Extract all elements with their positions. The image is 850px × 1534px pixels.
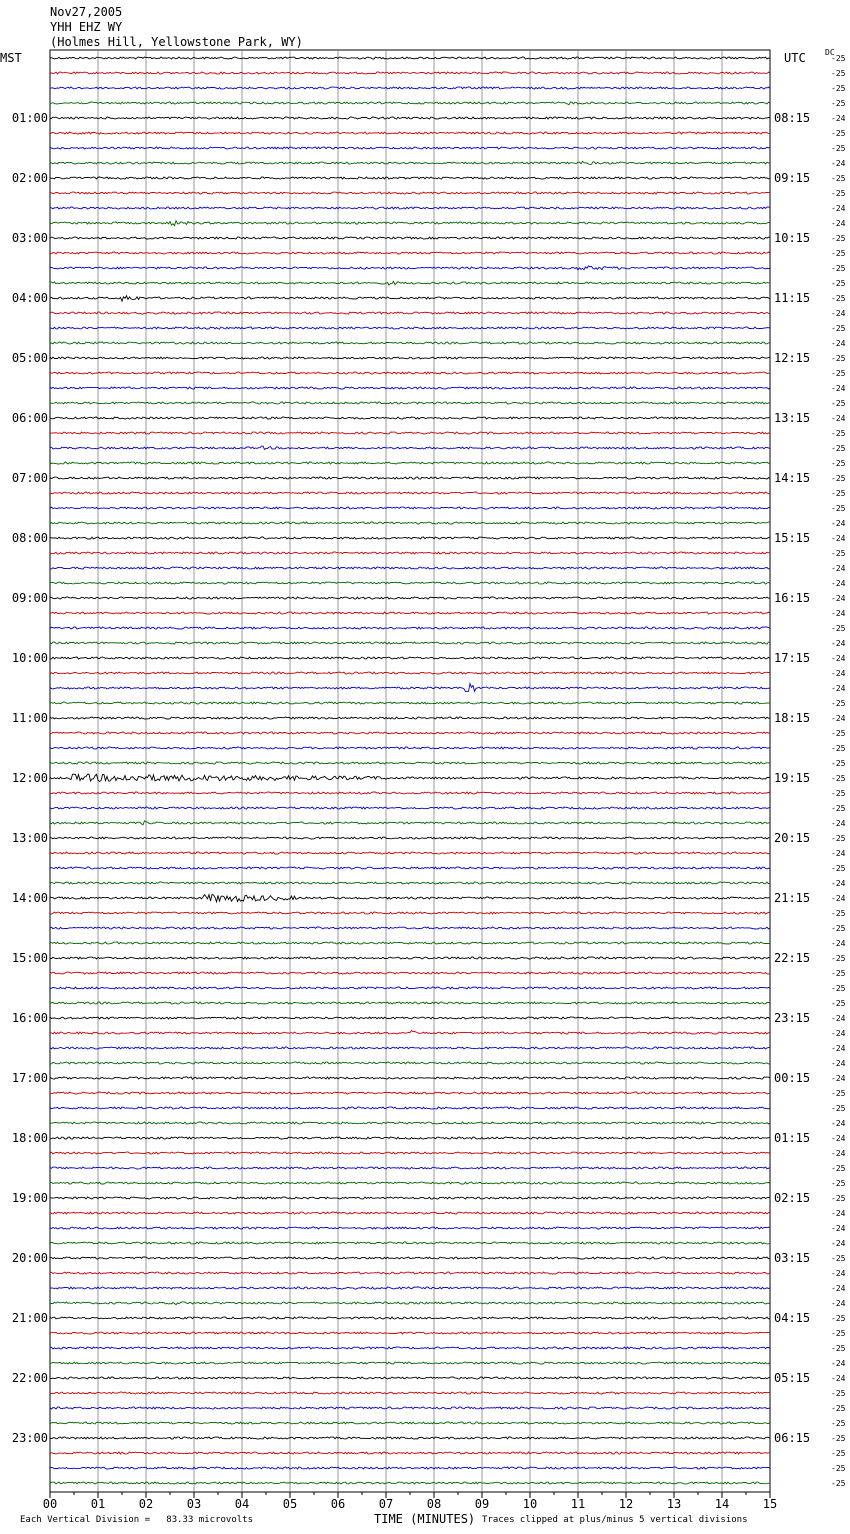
- trace-row: [50, 792, 770, 794]
- trace-row: [50, 537, 770, 539]
- x-tick-label: 13: [666, 1497, 682, 1511]
- left-hour-label: 20:00: [11, 1251, 48, 1265]
- dc-offset-label: -25: [831, 54, 846, 63]
- right-hour-label: 17:15: [774, 651, 811, 665]
- left-hour-label: 23:00: [11, 1431, 48, 1445]
- x-tick-label: 05: [282, 1497, 298, 1511]
- trace-row: [50, 192, 770, 194]
- left-hour-label: 18:00: [11, 1131, 48, 1145]
- trace-row: [50, 312, 770, 314]
- trace-row: [50, 117, 770, 119]
- left-hour-label: 05:00: [11, 351, 48, 365]
- right-hour-label: 02:15: [774, 1191, 811, 1205]
- x-tick-label: 02: [138, 1497, 154, 1511]
- trace-row: [50, 1122, 770, 1124]
- right-hour-label: 03:15: [774, 1251, 811, 1265]
- dc-offset-label: -25: [831, 1344, 846, 1353]
- dc-offset-label: -25: [831, 984, 846, 993]
- dc-offset-label: -24: [831, 669, 846, 678]
- x-tick-label: 04: [234, 1497, 250, 1511]
- trace-row: [50, 1062, 770, 1064]
- dc-offset-label: -25: [831, 369, 846, 378]
- trace-row: [50, 672, 770, 674]
- left-timezone-label: MST: [0, 51, 22, 65]
- trace-row: [50, 1377, 770, 1379]
- x-tick-label: 11: [570, 1497, 586, 1511]
- dc-offset-label: -24: [831, 639, 846, 648]
- right-hour-label: 13:15: [774, 411, 811, 425]
- dc-offset-label: -24: [831, 159, 846, 168]
- right-hour-label: 16:15: [774, 591, 811, 605]
- dc-offset-label: -24: [831, 309, 846, 318]
- trace-row: [50, 1167, 770, 1169]
- trace-row: [50, 1317, 770, 1319]
- dc-offset-label: -25: [831, 1464, 846, 1473]
- right-hour-label: 01:15: [774, 1131, 811, 1145]
- trace-row: [50, 1287, 770, 1289]
- dc-offset-label: -24: [831, 849, 846, 858]
- x-tick-label: 03: [186, 1497, 202, 1511]
- trace-row: [50, 1242, 770, 1244]
- right-hour-label: 20:15: [774, 831, 811, 845]
- right-timezone-label: UTC: [784, 51, 806, 65]
- trace-row: [50, 252, 770, 254]
- dc-offset-label: -24: [831, 519, 846, 528]
- right-hour-label: 23:15: [774, 1011, 811, 1025]
- trace-row: [50, 1212, 770, 1214]
- trace-row: [50, 1362, 770, 1364]
- dc-offset-label: -25: [831, 624, 846, 633]
- trace-row: [50, 882, 770, 884]
- trace-row: [50, 1332, 770, 1334]
- date-label: Nov27,2005: [50, 5, 123, 19]
- dc-offset-label: -25: [831, 1449, 846, 1458]
- trace-row: [50, 1182, 770, 1184]
- trace-row: [50, 327, 770, 329]
- dc-offset-label: -25: [831, 864, 846, 873]
- trace-row: [50, 372, 770, 374]
- dc-offset-label: -25: [831, 804, 846, 813]
- right-hour-label: 22:15: [774, 951, 811, 965]
- trace-row: [50, 972, 770, 974]
- left-hour-label: 14:00: [11, 891, 48, 905]
- right-hour-label: 06:15: [774, 1431, 811, 1445]
- trace-row: [50, 852, 770, 854]
- trace-row: [50, 1092, 770, 1094]
- dc-offset-label: -24: [831, 1014, 846, 1023]
- dc-offset-label: -25: [831, 504, 846, 513]
- x-tick-label: 14: [714, 1497, 730, 1511]
- trace-row: [50, 821, 770, 825]
- trace-row: [50, 1030, 770, 1034]
- trace-row: [50, 102, 770, 105]
- dc-offset-label: -24: [831, 879, 846, 888]
- trace-row: [50, 957, 770, 959]
- trace-row: [50, 1017, 770, 1019]
- trace-row: [50, 657, 770, 659]
- trace-row: [50, 72, 770, 74]
- dc-offset-label: -24: [831, 894, 846, 903]
- right-hour-label: 00:15: [774, 1071, 811, 1085]
- x-tick-label: 15: [762, 1497, 778, 1511]
- left-hour-label: 02:00: [11, 171, 48, 185]
- dc-offset-label: -25: [831, 1164, 846, 1173]
- dc-offset-label: -25: [831, 744, 846, 753]
- dc-offset-label: -24: [831, 1239, 846, 1248]
- trace-row: [50, 1197, 770, 1199]
- dc-offset-label: -24: [831, 939, 846, 948]
- trace-row: [50, 207, 770, 209]
- dc-offset-label: -25: [831, 459, 846, 468]
- trace-row: [50, 87, 770, 89]
- dc-offset-label: -25: [831, 699, 846, 708]
- dc-offset-label: -25: [831, 144, 846, 153]
- dc-offset-label: -24: [831, 1224, 846, 1233]
- trace-row: [50, 432, 770, 434]
- dc-offset-label: -25: [831, 789, 846, 798]
- trace-row: [50, 987, 770, 989]
- dc-offset-header: DC: [825, 48, 835, 57]
- trace-row: [50, 1467, 770, 1469]
- left-hour-label: 06:00: [11, 411, 48, 425]
- dc-offset-label: -25: [831, 1479, 846, 1488]
- dc-offset-label: -24: [831, 654, 846, 663]
- trace-row: [50, 296, 770, 301]
- dc-offset-label: -24: [831, 819, 846, 828]
- dc-offset-label: -25: [831, 924, 846, 933]
- left-hour-label: 13:00: [11, 831, 48, 845]
- dc-offset-label: -24: [831, 1074, 846, 1083]
- dc-offset-label: -25: [831, 69, 846, 78]
- trace-row: [50, 1482, 770, 1484]
- dc-offset-label: -25: [831, 84, 846, 93]
- dc-offset-label: -25: [831, 474, 846, 483]
- dc-offset-label: -24: [831, 1059, 846, 1068]
- trace-row: [50, 1002, 770, 1004]
- trace-row: [50, 266, 770, 270]
- dc-offset-label: -25: [831, 549, 846, 558]
- trace-row: [50, 567, 770, 569]
- dc-offset-label: -25: [831, 1419, 846, 1428]
- dc-offset-label: -25: [831, 1104, 846, 1113]
- trace-row: [50, 597, 770, 599]
- trace-row: [50, 1452, 770, 1454]
- trace-row: [50, 1347, 770, 1349]
- dc-offset-label: -25: [831, 1179, 846, 1188]
- dc-offset-label: -24: [831, 414, 846, 423]
- dc-offset-label: -25: [831, 99, 846, 108]
- dc-offset-label: -25: [831, 489, 846, 498]
- trace-row: [50, 942, 770, 944]
- trace-row: [50, 522, 770, 524]
- dc-offset-label: -25: [831, 249, 846, 258]
- dc-offset-label: -24: [831, 339, 846, 348]
- x-tick-label: 00: [42, 1497, 58, 1511]
- right-hour-label: 14:15: [774, 471, 811, 485]
- dc-offset-label: -24: [831, 684, 846, 693]
- dc-offset-label: -24: [831, 1209, 846, 1218]
- trace-row: [50, 462, 770, 464]
- trace-row: [50, 867, 770, 869]
- dc-offset-label: -24: [831, 1029, 846, 1038]
- trace-row: [50, 477, 770, 479]
- left-hour-label: 09:00: [11, 591, 48, 605]
- left-hour-label: 01:00: [11, 111, 48, 125]
- left-hour-label: 04:00: [11, 291, 48, 305]
- dc-offset-label: -24: [831, 564, 846, 573]
- dc-offset-label: -24: [831, 609, 846, 618]
- trace-row: [50, 582, 770, 584]
- right-hour-label: 08:15: [774, 111, 811, 125]
- x-tick-label: 09: [474, 1497, 490, 1511]
- trace-row: [50, 1257, 770, 1259]
- trace-row: [50, 895, 770, 902]
- x-tick-label: 08: [426, 1497, 442, 1511]
- dc-offset-label: -25: [831, 354, 846, 363]
- trace-row: [50, 1152, 770, 1154]
- left-hour-label: 15:00: [11, 951, 48, 965]
- left-hour-label: 22:00: [11, 1371, 48, 1385]
- trace-row: [50, 1392, 770, 1394]
- dc-offset-label: -25: [831, 264, 846, 273]
- x-tick-label: 06: [330, 1497, 346, 1511]
- dc-offset-label: -24: [831, 1269, 846, 1278]
- trace-row: [50, 237, 770, 239]
- location-label: (Holmes Hill, Yellowstone Park, WY): [50, 35, 303, 49]
- trace-row: [50, 177, 770, 179]
- plot-frame: [50, 50, 770, 1492]
- left-hour-label: 16:00: [11, 1011, 48, 1025]
- dc-offset-label: -25: [831, 954, 846, 963]
- trace-row: [50, 492, 770, 494]
- dc-offset-label: -25: [831, 429, 846, 438]
- trace-row: [50, 446, 770, 449]
- trace-row: [50, 1047, 770, 1049]
- dc-offset-label: -25: [831, 834, 846, 843]
- dc-offset-label: -25: [831, 1254, 846, 1263]
- right-hour-label: 10:15: [774, 231, 811, 245]
- x-tick-label: 01: [90, 1497, 106, 1511]
- left-hour-label: 07:00: [11, 471, 48, 485]
- dc-offset-label: -25: [831, 399, 846, 408]
- trace-row: [50, 1227, 770, 1229]
- dc-offset-label: -24: [831, 594, 846, 603]
- trace-row: [50, 147, 770, 149]
- trace-row: [50, 507, 770, 509]
- dc-offset-label: -25: [831, 444, 846, 453]
- trace-row: [50, 747, 770, 749]
- station-label: YHH EHZ WY: [50, 20, 123, 34]
- trace-row: [50, 1077, 770, 1080]
- right-hour-label: 09:15: [774, 171, 811, 185]
- x-tick-label: 07: [378, 1497, 394, 1511]
- left-hour-label: 11:00: [11, 711, 48, 725]
- dc-offset-label: -24: [831, 1374, 846, 1383]
- right-hour-label: 04:15: [774, 1311, 811, 1325]
- dc-offset-label: -25: [831, 1194, 846, 1203]
- dc-offset-label: -25: [831, 129, 846, 138]
- right-hour-label: 18:15: [774, 711, 811, 725]
- trace-row: [50, 1422, 770, 1424]
- left-hour-label: 03:00: [11, 231, 48, 245]
- right-hour-label: 05:15: [774, 1371, 811, 1385]
- dc-offset-label: -25: [831, 999, 846, 1008]
- trace-row: [50, 402, 770, 404]
- left-hour-label: 10:00: [11, 651, 48, 665]
- dc-offset-label: -24: [831, 204, 846, 213]
- dc-offset-label: -25: [831, 294, 846, 303]
- dc-offset-label: -25: [831, 774, 846, 783]
- trace-row: [50, 1107, 770, 1109]
- right-hour-label: 11:15: [774, 291, 811, 305]
- trace-row: [50, 1272, 770, 1274]
- trace-row: [50, 221, 770, 226]
- trace-row: [50, 627, 770, 629]
- dc-offset-label: -25: [831, 969, 846, 978]
- trace-row: [50, 927, 770, 929]
- trace-row: [50, 1437, 770, 1439]
- clip-note: Traces clipped at plus/minus 5 vertical divisions: [482, 1515, 748, 1525]
- trace-row: [50, 837, 770, 839]
- dc-offset-label: -25: [831, 189, 846, 198]
- trace-row: [50, 281, 770, 285]
- left-hour-label: 21:00: [11, 1311, 48, 1325]
- dc-offset-label: -25: [831, 1389, 846, 1398]
- trace-row: [50, 161, 770, 164]
- trace-row: [50, 702, 770, 704]
- trace-row: [50, 57, 770, 59]
- trace-row: [50, 132, 770, 134]
- dc-offset-label: -24: [831, 534, 846, 543]
- x-tick-label: 12: [618, 1497, 634, 1511]
- dc-offset-label: -25: [831, 174, 846, 183]
- dc-offset-label: -24: [831, 1299, 846, 1308]
- trace-row: [50, 732, 770, 734]
- dc-offset-label: -25: [831, 909, 846, 918]
- left-hour-label: 19:00: [11, 1191, 48, 1205]
- dc-offset-label: -25: [831, 729, 846, 738]
- trace-row: [50, 807, 770, 809]
- dc-offset-label: -24: [831, 1134, 846, 1143]
- trace-row: [50, 762, 770, 764]
- trace-row: [50, 1302, 770, 1305]
- dc-offset-label: -25: [831, 1434, 846, 1443]
- trace-row: [50, 642, 770, 644]
- x-axis-title: TIME (MINUTES): [374, 1512, 476, 1526]
- trace-row: [50, 387, 770, 389]
- trace-row: [50, 1407, 770, 1409]
- right-hour-label: 12:15: [774, 351, 811, 365]
- dc-offset-label: -25: [831, 324, 846, 333]
- dc-offset-label: -24: [831, 1149, 846, 1158]
- left-hour-label: 12:00: [11, 771, 48, 785]
- right-hour-label: 21:15: [774, 891, 811, 905]
- dc-offset-label: -25: [831, 279, 846, 288]
- dc-offset-label: -25: [831, 1314, 846, 1323]
- trace-row: [50, 552, 770, 554]
- left-hour-label: 08:00: [11, 531, 48, 545]
- dc-offset-label: -25: [831, 1329, 846, 1338]
- x-tick-label: 10: [522, 1497, 538, 1511]
- trace-row: [50, 417, 770, 419]
- trace-row: [50, 612, 770, 614]
- left-hour-label: 17:00: [11, 1071, 48, 1085]
- right-hour-label: 15:15: [774, 531, 811, 545]
- trace-row: [50, 357, 770, 359]
- trace-row: [50, 1137, 770, 1139]
- trace-row: [50, 912, 770, 914]
- dc-offset-label: -24: [831, 384, 846, 393]
- trace-row: [50, 774, 770, 781]
- dc-offset-label: -25: [831, 234, 846, 243]
- dc-offset-label: -25: [831, 1404, 846, 1413]
- dc-offset-label: -24: [831, 219, 846, 228]
- dc-offset-label: -24: [831, 1359, 846, 1368]
- scale-note: Each Vertical Division = 83.33 microvolts: [20, 1515, 253, 1525]
- trace-row: [50, 717, 770, 719]
- dc-offset-label: -24: [831, 714, 846, 723]
- dc-offset-label: -24: [831, 1044, 846, 1053]
- dc-offset-label: -24: [831, 1284, 846, 1293]
- trace-row: [50, 684, 770, 692]
- trace-row: [50, 342, 770, 344]
- dc-offset-label: -24: [831, 114, 846, 123]
- dc-offset-label: -25: [831, 759, 846, 768]
- right-hour-label: 19:15: [774, 771, 811, 785]
- dc-offset-label: -24: [831, 1119, 846, 1128]
- dc-offset-label: -24: [831, 579, 846, 588]
- dc-offset-label: -25: [831, 1089, 846, 1098]
